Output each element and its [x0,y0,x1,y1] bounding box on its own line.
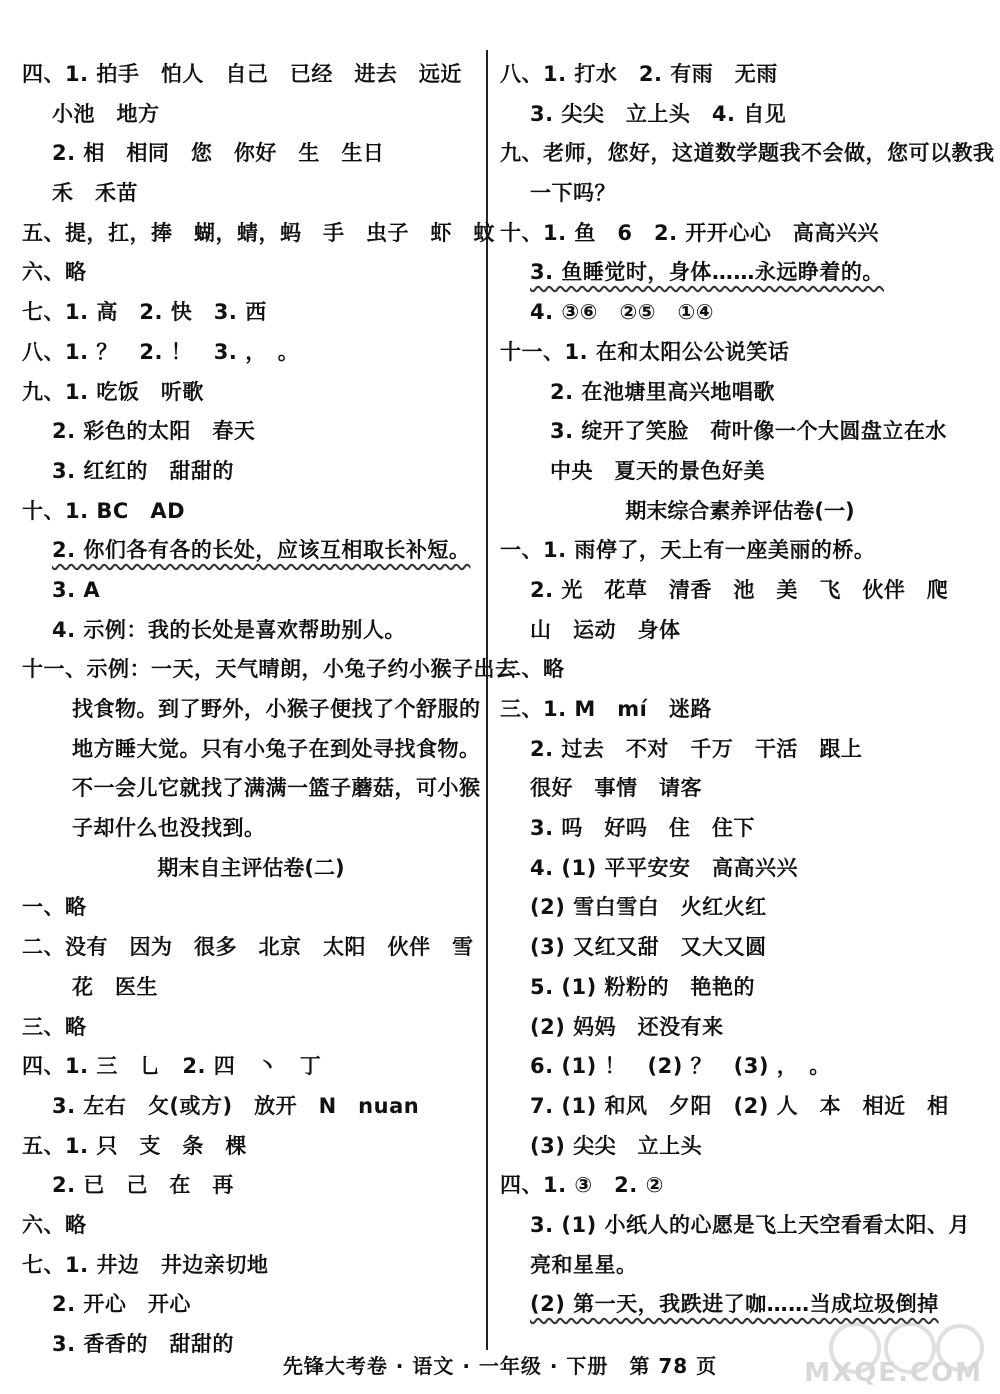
answer-text: 2. 已 己 在 再 [52,1173,234,1198]
answer-line [500,134,995,174]
answer-text: 2. 过去 不对 千万 干活 跟上 [530,736,863,761]
answer-line [500,174,980,214]
answer-text: 找食物。到了野外，小猴子便找了个舒服的 [72,697,481,721]
answer-text: 五、1. 只 支 条 棵 [22,1133,247,1158]
answer-text: 3. 绽开了笑脸 荷叶像一个大圆盘立在水 [550,419,947,444]
answer-line [500,1246,980,1286]
answer-line [500,1047,980,1087]
answer-text: 二、略 [500,657,565,682]
answer-line [22,1246,480,1286]
answer-line [22,214,495,254]
answer-line [22,55,480,95]
answer-line [22,928,480,968]
answer-line [500,373,980,413]
answer-text: 七、1. 井边 井边亲切地 [22,1252,269,1277]
answer-line [22,492,480,532]
answer-line [22,571,480,611]
column-divider [486,50,488,1350]
answer-line [500,1166,980,1206]
answer-text: 3. A [52,577,101,602]
answer-line [500,333,980,373]
answer-line [22,1087,480,1127]
answer-text: 3. 鱼睡觉时，身体……永远睁着的。 [530,260,884,285]
answer-text: 六、略 [22,1212,87,1237]
answer-line [500,690,980,730]
answer-text: 4. 示例：我的长处是喜欢帮助别人。 [52,617,406,642]
answer-text: 十、1. 鱼 6 2. 开开心心 高高兴兴 [500,220,879,245]
answer-text: 四、1. ③ 2. ② [500,1173,664,1198]
answer-text: 期末自主评估卷(二) [157,855,345,880]
answer-text: 五、提，扛，捧 蝴，蜻，蚂 手 虫子 虾 蚊 [22,220,495,245]
page-footer: 先锋大考卷 · 语文 · 一年级 · 下册 第 78 页 [282,1354,718,1378]
answer-text: 八、1. ？ 2. ！ 3. ， 。 [22,339,300,364]
answer-text: 很好 事情 请客 [530,776,702,801]
answer-text: 十、1. BC AD [22,498,186,523]
answer-text: 2. 彩色的太阳 春天 [52,419,256,444]
answer-text: 三、略 [22,1014,87,1039]
answer-text: (3) 尖尖 立上头 [530,1133,703,1158]
answer-text: 一、略 [22,895,87,920]
answer-text: 山 运动 身体 [530,617,681,642]
answer-line [500,214,980,254]
answer-line [500,412,980,452]
answer-line [500,769,980,809]
answer-text: 2. 你们各有各的长处，应该互相取长补短。 [52,538,471,563]
answer-text: 二、没有 因为 很多 北京 太阳 伙伴 雪 [22,935,474,960]
answer-text: 七、1. 高 2. 快 3. 西 [22,300,267,325]
answer-text: 中央 夏天的景色好美 [550,458,765,483]
answer-text: 花 医生 [72,974,158,999]
answer-text: 三、1. M mí 迷路 [500,697,712,721]
answer-line [500,928,980,968]
answer-line [500,452,980,492]
answer-text: 5. (1) 粉粉的 艳艳的 [530,974,756,999]
section-title [22,849,480,889]
answer-text: 九、老师，您好，这道数学题我不会做，您可以教我 [500,141,995,166]
answer-line [22,1008,480,1048]
answer-line [500,650,980,690]
answer-line [22,531,480,571]
answer-line [22,95,480,135]
answer-line [500,611,980,651]
answer-text: 子却什么也没找到。 [72,816,266,841]
answer-line [500,888,980,928]
answer-line [22,769,480,809]
answer-text: 3. 尖尖 立上头 4. 自见 [530,101,787,126]
answer-text: 6. (1) ！ (2) ？ (3) ， 。 [530,1054,831,1079]
answer-line [22,1166,480,1206]
watermark-text: MXQE.COM [804,1358,983,1388]
answer-text: 3. 吗 好吗 住 住下 [530,816,755,841]
answer-text: 7. (1) 和风 夕阳 (2) 人 本 相近 相 [530,1093,949,1118]
answer-line [500,730,980,770]
answer-line [22,611,480,651]
answer-line [22,1127,480,1167]
answer-line [22,888,480,928]
answer-text: 3. 香香的 甜甜的 [52,1332,234,1356]
answer-text: 一下吗？ [530,181,616,206]
answer-text: 4. ③⑥ ②⑤ ①④ [530,300,715,325]
answer-line [22,452,480,492]
answer-text: 八、1. 打水 2. 有雨 无雨 [500,62,778,86]
answer-line [500,1087,980,1127]
answer-line [500,809,980,849]
answer-text: 地方睡大觉。只有小兔子在到处寻找食物。 [72,736,481,761]
answer-text: 禾 禾苗 [52,181,138,206]
answer-text: 期末综合素养评估卷(一) [625,498,855,523]
answer-text: 3. 红红的 甜甜的 [52,458,234,483]
answer-line [22,1047,480,1087]
answer-line [500,1127,980,1167]
answer-line [22,730,480,770]
answer-line [22,134,480,174]
answer-text: 不一会儿它就找了满满一篮子蘑菇，可小猴 [72,776,481,801]
watermark-logo [804,1318,985,1388]
answer-line [500,849,980,889]
answer-line [22,253,480,293]
answer-text: 十一、1. 在和太阳公公说笑话 [500,339,790,364]
answer-line [22,333,480,373]
answer-line [500,1206,980,1246]
answer-line [22,968,480,1008]
answer-text: 2. 开心 开心 [52,1292,191,1317]
answer-line [500,293,980,333]
answer-text: 2. 相 相同 您 你好 生 生日 [52,141,385,166]
answer-text: 六、略 [22,260,87,285]
answer-line [500,1008,980,1048]
answer-text: (2) 妈妈 还没有来 [530,1014,724,1039]
answer-line [22,690,480,730]
answer-line [500,968,980,1008]
answer-line [500,95,980,135]
section-title [500,492,980,532]
answer-line [22,174,480,214]
answer-text: 2. 在池塘里高兴地唱歌 [550,379,775,404]
answer-text: 4. (1) 平平安安 高高兴兴 [530,855,799,880]
answer-line [500,253,980,293]
answer-line [22,1285,480,1325]
answer-text: (2) 第一天，我跌进了咖……当成垃圾倒掉 [530,1292,939,1317]
answer-line [22,293,480,333]
left-column [22,55,517,1365]
answer-line [22,809,480,849]
answer-line [500,55,980,95]
answer-text: 十一、示例：一天，天气晴朗，小兔子约小猴子出去 [22,657,517,682]
answer-line [500,571,980,611]
answer-text: 四、1. 拍手 怕人 自己 已经 进去 远近 [22,62,462,86]
answer-line [22,412,480,452]
answer-text: 一、1. 雨停了，天上有一座美丽的桥。 [500,538,876,563]
answer-text: 亮和星星。 [530,1252,638,1277]
answer-line [22,650,517,690]
right-column [500,55,995,1325]
answer-line [500,531,980,571]
answer-text: 四、1. 三 乚 2. 四 丶 丁 [22,1054,322,1079]
answer-text: 小池 地方 [52,101,160,126]
answer-text: 九、1. 吃饭 听歌 [22,379,204,404]
answer-text: (2) 雪白雪白 火红火红 [530,895,767,920]
answer-text: (3) 又红又甜 又大又圆 [530,935,767,960]
answer-text: 3. 左右 攵(或方) 放开 N nuan [52,1093,420,1118]
answer-line [22,373,480,413]
answer-text: 3. (1) 小纸人的心愿是飞上天空看看太阳、月 [530,1212,971,1237]
answer-text: 2. 光 花草 清香 池 美 飞 伙伴 爬 [530,577,949,602]
answer-line [22,1206,480,1246]
